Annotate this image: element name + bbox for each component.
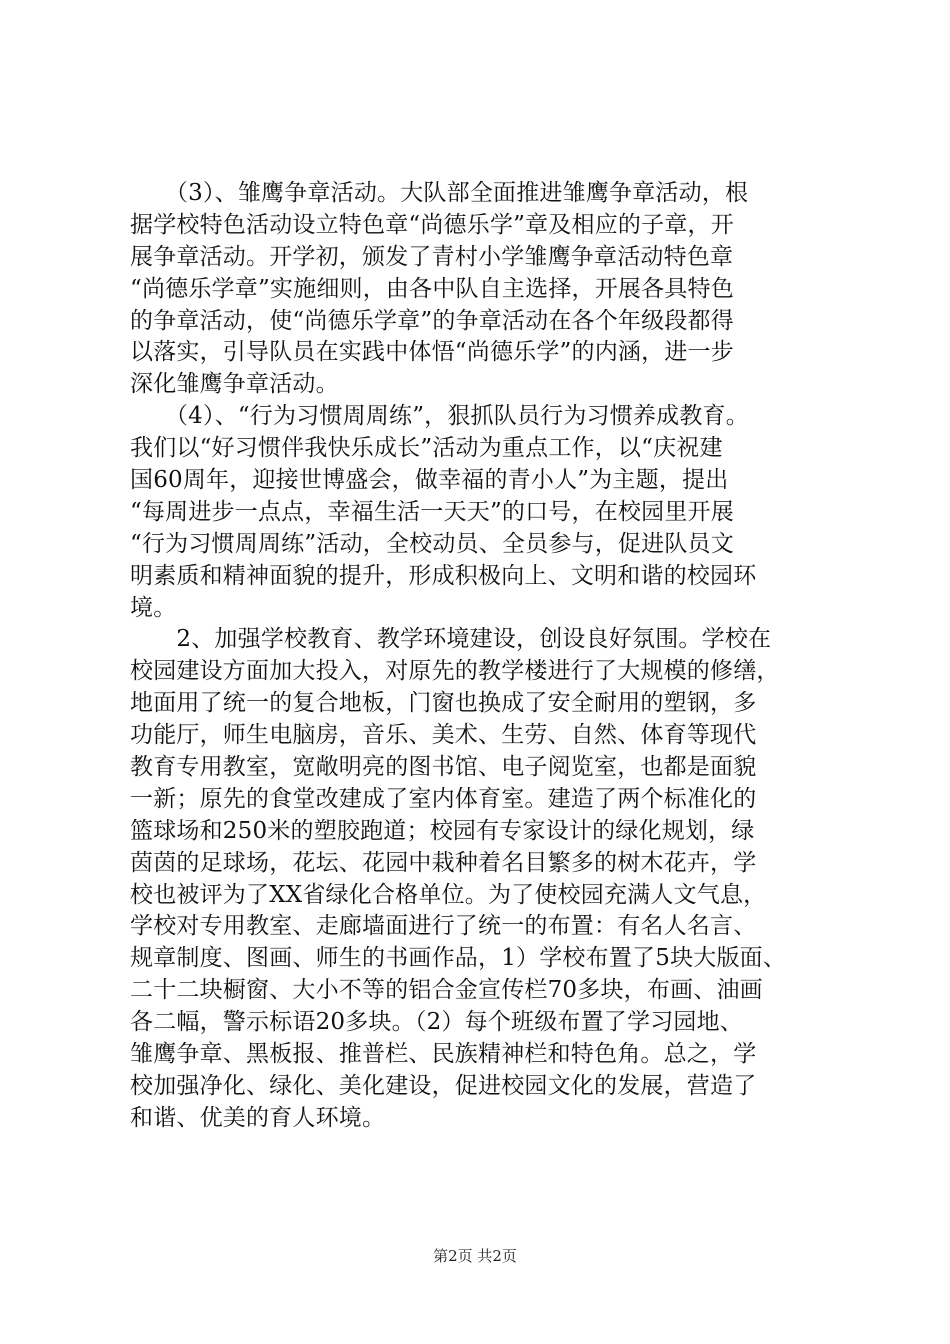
text-line: 国60周年，迎接世博盛会，做幸福的青小人”为主题，提出 bbox=[130, 467, 729, 494]
text-line: 深化雏鹰争章活动。 bbox=[130, 371, 339, 398]
text-line: “行为习惯周周练”活动，全校动员、全员参与，促进队员文 bbox=[130, 530, 734, 557]
text-line: 展争章活动。开学初，颁发了青村小学雏鹰争章活动特色章 bbox=[130, 243, 734, 270]
page-number-label: 第2页 共2页 bbox=[433, 1247, 517, 1265]
text-line: 规章制度、图画、师生的书画作品，1）学校布置了5块大版面、 bbox=[130, 945, 787, 972]
text-line: 我们以“好习惯伴我快乐成长”活动为重点工作，以“庆祝建 bbox=[130, 435, 723, 462]
text-line: “尚德乐学章”实施细则，由各中队自主选择，开展各具特色 bbox=[130, 275, 734, 302]
text-line: 校园建设方面加大投入，对原先的教学楼进行了大规模的修缮， bbox=[130, 658, 780, 685]
text-line: 的争章活动，使“尚德乐学章”的争章活动在各个年级段都得 bbox=[130, 307, 734, 334]
text-line: 地面用了统一的复合地板，门窗也换成了安全耐用的塑钢，多 bbox=[130, 690, 757, 717]
text-line: 一新；原先的食堂改建成了室内体育室。建造了两个标准化的 bbox=[130, 785, 757, 812]
text-line: 篮球场和250米的塑胶跑道；校园有专家设计的绿化规划，绿 bbox=[130, 817, 755, 844]
text-line: 2、加强学校教育、教学环境建设，创设良好氛围。学校在 bbox=[130, 626, 772, 653]
text-line: 二十二块橱窗、大小不等的铝合金宣传栏70多块，布画、油画 bbox=[130, 977, 763, 1004]
text-line: 茵茵的足球场，花坛、花园中栽种着名目繁多的树木花卉，学 bbox=[130, 849, 757, 876]
document-body bbox=[130, 178, 830, 1135]
text-line: （4）、“行为习惯周周练”，狠抓队员行为习惯养成教育。 bbox=[130, 403, 749, 430]
text-line: （3）、雏鹰争章活动。大队部全面推进雏鹰争章活动，根 bbox=[130, 180, 749, 206]
text-line: 境。 bbox=[130, 594, 177, 621]
text-line: 雏鹰争章、黑板报、推普栏、民族精神栏和特色角。总之，学 bbox=[130, 1041, 757, 1068]
text-line: 学校对专用教室、走廊墙面进行了统一的布置：有名人名言、 bbox=[130, 913, 757, 940]
text-line: “每周进步一点点，幸福生活一天天”的口号，在校园里开展 bbox=[130, 498, 734, 525]
text-line: 明素质和精神面貌的提升，形成积极向上、文明和谐的校园环 bbox=[130, 562, 757, 589]
text-line: 功能厅，师生电脑房，音乐、美术、生劳、自然、体育等现代 bbox=[130, 722, 757, 749]
text-line: 以落实，引导队员在实践中体悟“尚德乐学”的内涵，进一步 bbox=[130, 339, 734, 366]
text-line: 校加强净化、绿化、美化建设，促进校园文化的发展，营造了 bbox=[130, 1072, 757, 1099]
page-footer bbox=[0, 1245, 950, 1266]
text-line: 教育专用教室，宽敞明亮的图书馆、电子阅览室，也都是面貌 bbox=[130, 754, 757, 781]
text-line: 和谐、优美的育人环境。 bbox=[130, 1104, 386, 1131]
text-line: 据学校特色活动设立特色章“尚德乐学”章及相应的子章，开 bbox=[130, 211, 734, 238]
text-line: 校也被评为了XX省绿化合格单位。为了使校园充满人文气息， bbox=[130, 881, 767, 908]
text-line: 各二幅，警示标语20多块。（2）每个班级布置了学习园地、 bbox=[130, 1009, 743, 1036]
